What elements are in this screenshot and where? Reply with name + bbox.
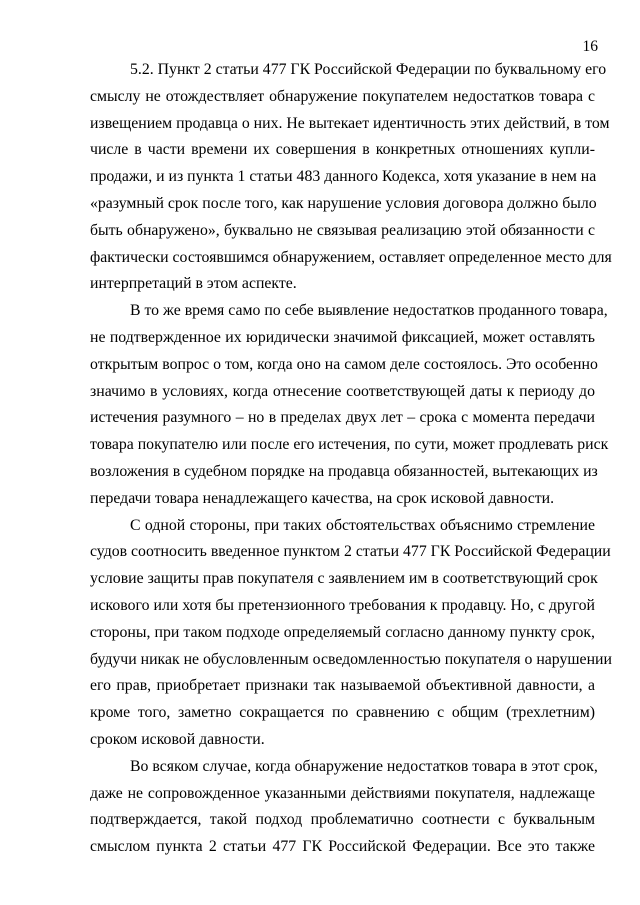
text-line: продажи, и из пункта 1 статьи 483 данного Кодекса, хотя указание в нем на	[90, 168, 597, 186]
text-line: фактически состоявшимся обнаружением, оставляет определенное место для	[90, 248, 612, 266]
text-line: будучи никак не обусловленным осведомленностью покупателя о нарушении	[90, 650, 612, 668]
text-line: условие защиты прав покупателя с заявлением им в соответствующий срок	[90, 570, 598, 588]
text-line: извещением продавца о них. Не вытекает идентичность этих действий, в том	[90, 114, 610, 132]
text-line: значимо в условиях, когда отнесение соответствующей даты к периоду до	[90, 382, 595, 400]
text-line: не подтвержденное их юридически значимой фиксацией, может оставлять	[90, 328, 595, 346]
document-body	[90, 57, 612, 861]
text-line: стороны, при таком подходе определяемый согласно данному пункту срок,	[90, 623, 595, 641]
text-line: В то же время само по себе выявление недостатков проданного товара,	[130, 302, 608, 320]
text-line: числе в части времени их совершения в конкретных отношениях купли-	[90, 141, 595, 159]
text-line: «разумный срок после того, как нарушение условия договора должно было	[90, 194, 597, 212]
text-line: смыслом пункта 2 статьи 477 ГК Российской Федерации. Все это также	[90, 838, 595, 856]
text-line: его прав, приобретает признаки так называемой объективной давности, а	[90, 677, 595, 695]
text-line: С одной стороны, при таких обстоятельствах объяснимо стремление	[130, 516, 595, 534]
text-line: смыслу не отождествляет обнаружение покупателем недостатков товара с	[90, 87, 595, 105]
text-line: открытым вопрос о том, когда оно на самом деле состоялось. Это особенно	[90, 355, 598, 373]
text-line: искового или хотя бы претензионного требования к продавцу. Но, с другой	[90, 596, 595, 614]
text-line: товара покупателю или после его истечения, по сути, может продлевать риск	[90, 436, 609, 454]
text-line: передачи товара ненадлежащего качества, на срок исковой давности.	[90, 489, 555, 507]
text-line: подтверждается, такой подход проблематично соотнести с буквальным	[90, 811, 595, 829]
text-line: интерпретаций в этом аспекте.	[90, 275, 297, 293]
paragraph	[90, 57, 612, 298]
text-line: кроме того, заметно сокращается по сравнению с общим (трехлетним)	[90, 704, 595, 722]
text-line: Во всяком случае, когда обнаружение недостатков товара в этот срок,	[130, 757, 598, 775]
paragraph	[90, 754, 598, 861]
paragraph	[90, 298, 609, 512]
text-line: истечения разумного – но в пределах двух лет – срока с момента передачи	[90, 409, 595, 427]
text-line: 5.2. Пункт 2 статьи 477 ГК Российской Федерации по буквальному его	[130, 61, 607, 78]
text-line: возложения в судебном порядке на продавца обязанностей, вытекающих из	[90, 462, 598, 480]
text-line: сроком исковой давности.	[90, 730, 265, 748]
page-number: 16	[582, 38, 598, 55]
paragraph	[90, 513, 612, 754]
text-line: даже не сопровожденное указанными действиями покупателя, надлежаще	[90, 784, 595, 802]
text-line: быть обнаружено», буквально не связывая реализацию этой обязанности с	[90, 221, 595, 239]
text-line: судов соотносить введенное пунктом 2 статьи 477 ГК Российской Федерации	[90, 543, 611, 561]
